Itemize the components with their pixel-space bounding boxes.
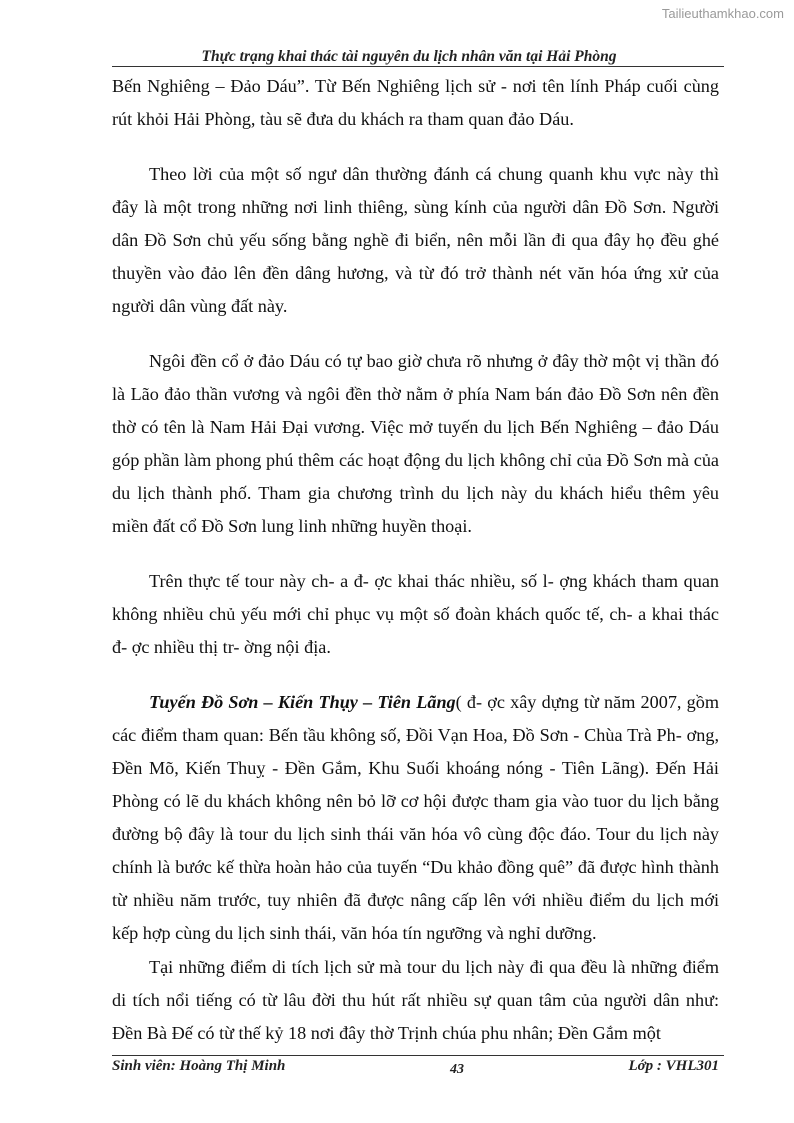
paragraph-1: Bến Nghiêng – Đảo Dáu”. Từ Bến Nghiêng lịch sử - nơi tên lính Pháp cuối cùng rút khỏi Hải Phòng, tàu sẽ đưa du khách ra tham quan đảo Dáu. (112, 76, 719, 129)
paragraph-3: Ngôi đền cổ ở đảo Dáu có tự bao giờ chưa rõ nhưng ở đây thờ một vị thần đó là Lão đảo thần vương và ngôi đền thờ nằm ở phía Nam bán đảo Đồ Sơn nên đền thờ có tên là Nam Hải Đại vương. Việc mở tuyến du lịch Bến Nghiêng – đảo Dáu góp phần làm phong phú thêm các hoạt động du lịch không chỉ của Đồ Sơn mà của du lịch thành phố. Tham gia chương trình du lịch này du khách hiểu thêm yêu miền đất cổ Đồ Sơn lung linh những huyền thoại. (112, 351, 719, 536)
paragraph-2: Theo lời của một số ngư dân thường đánh cá chung quanh khu vực này thì đây là một trong những nơi linh thiêng, sùng kính của người dân Đồ Sơn. Người dân Đồ Sơn chủ yếu sống bằng nghề đi biển, nên mỗi lần đi qua đây họ đều ghé thuyền vào đảo lên đền dâng hương, và từ đó trở thành nét văn hóa ứng xử của người dân vùng đất này. (112, 164, 719, 316)
page-footer (112, 1058, 719, 1080)
paragraph-5 (112, 686, 719, 950)
route-title: Tuyến Đồ Sơn – Kiến Thụy – Tiên Lãng (149, 692, 456, 712)
running-header: Thực trạng khai thác tài nguyên du lịch nhân văn tại Hải Phòng (201, 48, 617, 65)
route-description: ( đ- ợc xây dựng từ năm 2007, gồm các điểm tham quan: Bến tầu không số, Đồi Vạn Hoa, Đồ Sơn - Chùa Trà Ph- ơng, Đền Mõ, Kiến Thuỵ - Đền Gắm, Khu Suối khoáng nóng - Tiên Lãng). Đến Hải Phòng có lẽ du khách không nên bỏ lỡ cơ hội được tham gia vào tuor du lịch bằng đường bộ đây là tour du lịch sinh thái văn hóa vô cùng độc đáo. Tour du lịch này chính là bước kế thừa hoàn hảo của tuyến “Du khảo đồng quê” đã được hình thành từ nhiều năm trước, tuy nhiên đã được nâng cấp lên với nhiều điểm du lịch mới kếp hợp cùng du lịch sinh thái, văn hóa tín ngưỡng và nghỉ dưỡng. (112, 692, 719, 943)
page-number: 43 (450, 1062, 464, 1077)
body-text (112, 70, 719, 1050)
header-divider (112, 66, 724, 67)
footer-divider (112, 1055, 724, 1056)
paragraph-6: Tại những điểm di tích lịch sử mà tour du lịch này đi qua đều là những điểm di tích nổi tiếng có từ lâu đời thu hút rất nhiều sự quan tâm của người dân như: Đền Bà Đế có từ thế kỷ 18 nơi đây thờ Trịnh chúa phu nhân; Đền Gắm một (112, 957, 719, 1043)
footer-student: Sinh viên: Hoàng Thị Minh (112, 1058, 286, 1074)
watermark-text: Tailieuthamkhao.com (661, 6, 784, 21)
paragraph-4: Trên thực tế tour này ch- a đ- ợc khai thác nhiều, số l- ợng khách tham quan không nhiều chủ yếu mới chỉ phục vụ một số đoàn khách quốc tế, ch- a khai thác đ- ợc nhiều thị tr- ờng nội địa. (112, 571, 719, 657)
footer-class: Lớp : VHL301 (628, 1058, 719, 1074)
